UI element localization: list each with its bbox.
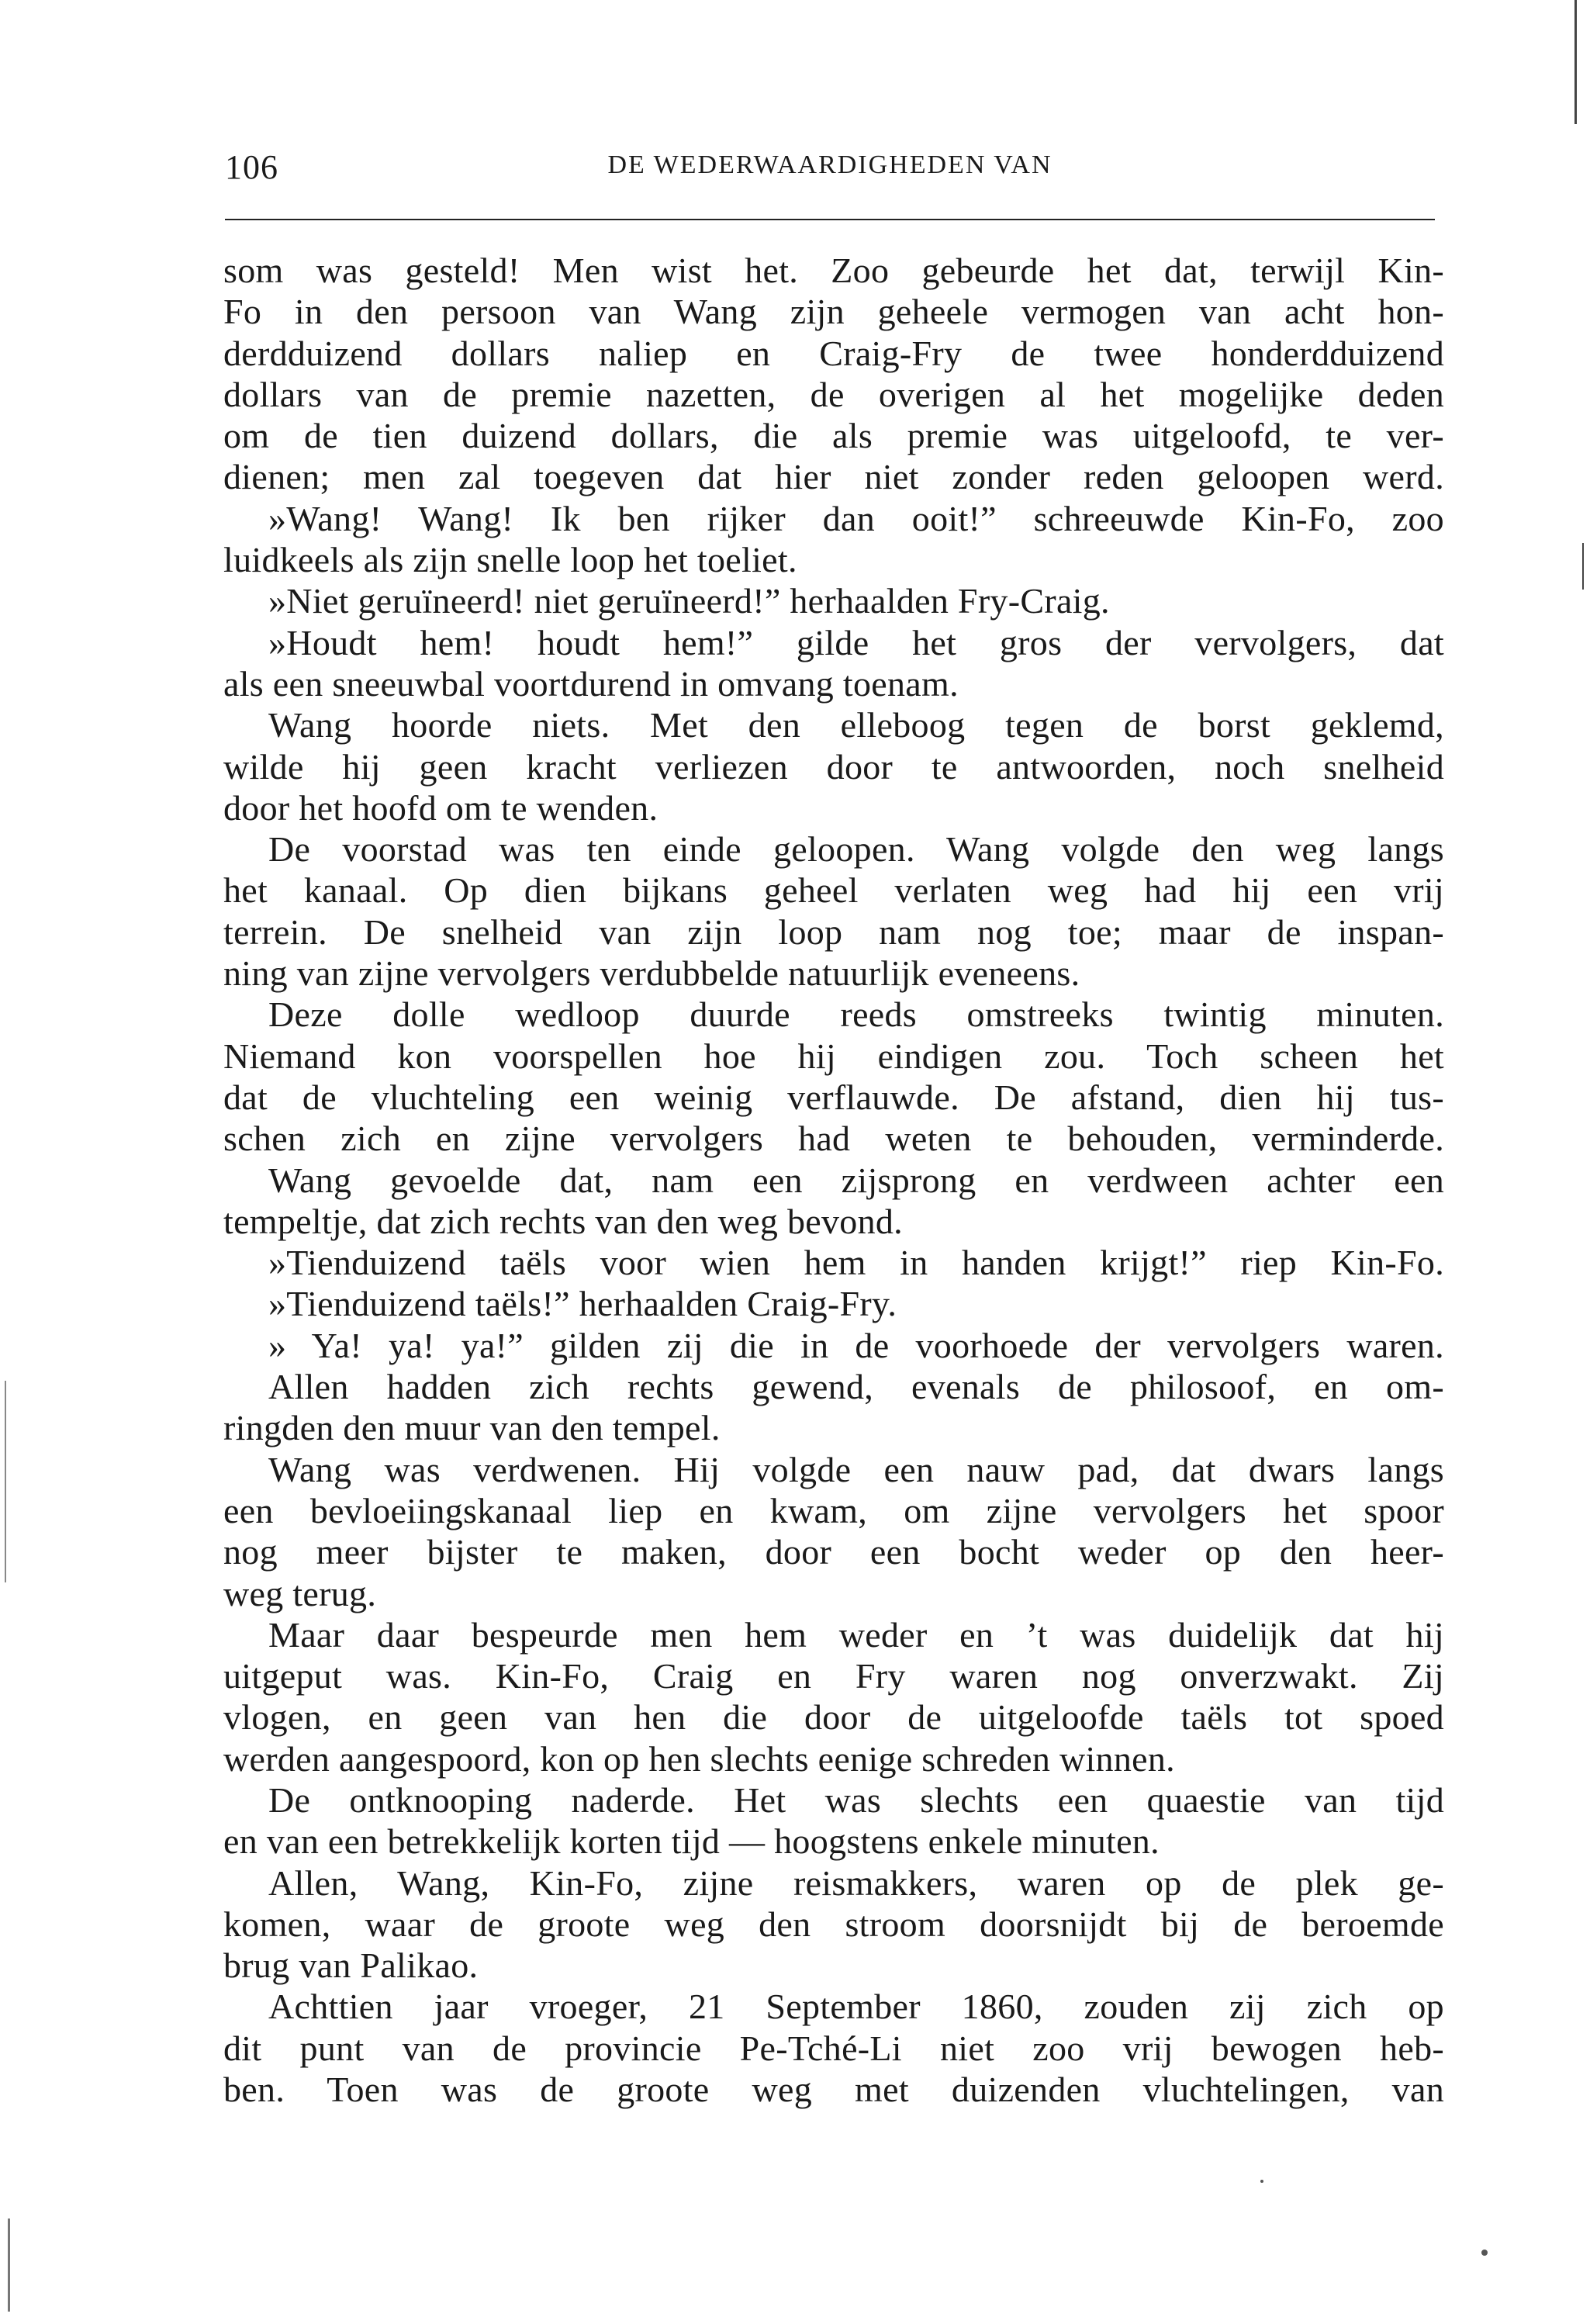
text-line: tempeltje, dat zich rechts van den weg bevond. bbox=[223, 1201, 903, 1241]
text-line: »Niet geruïneerd! niet geruïneerd!” herhaalden Fry-Craig. bbox=[268, 581, 1110, 621]
text-line: een bevloeiingskanaal liep en kwam, om zijne vervolgers het spoor bbox=[223, 1490, 1444, 1530]
left-edge-mark bbox=[8, 2219, 10, 2312]
text-line: Fo in den persoon van Wang zijn geheele vermogen van acht hon- bbox=[223, 292, 1444, 332]
text-line: terrein. De snelheid van zijn loop nam nog toe; maar de inspan- bbox=[223, 911, 1444, 952]
text-line: vlogen, en geen van hen die door de uitgeloofde taëls tot spoed bbox=[223, 1697, 1444, 1738]
running-title: DE WEDERWAARDIGHEDEN VAN bbox=[607, 150, 1053, 179]
text-line: Wang gevoelde dat, nam een zijsprong en verdween achter een bbox=[268, 1160, 1444, 1200]
text-line: als een sneeuwbal voortdurend in omvang toenam. bbox=[223, 663, 959, 704]
text-line: uitgeput was. Kin-Fo, Craig en Fry waren nog onverzwakt. Zij bbox=[223, 1656, 1444, 1696]
text-line: Allen hadden zich rechts gewend, evenals de philosoof, en om- bbox=[268, 1367, 1444, 1407]
text-line: ben. Toen was de groote weg met duizenden vluchtelingen, van bbox=[223, 2070, 1444, 2110]
text-line: Maar daar bespeurde men hem weder en ’t was duidelijk dat hij bbox=[268, 1614, 1444, 1655]
right-edge-mark bbox=[1574, 0, 1577, 124]
text-line: dollars van de premie nazetten, de overigen al het mogelijke deden bbox=[223, 374, 1444, 414]
text-line: ning van zijne vervolgers verdubbelde natuurlijk eveneens. bbox=[223, 953, 1080, 994]
text-line: derdduizend dollars naliep en Craig-Fry de twee honderdduizend bbox=[223, 333, 1444, 373]
text-line: Deze dolle wedloop duurde reeds omstreeks twintig minuten. bbox=[268, 994, 1444, 1035]
text-line: brug van Palikao. bbox=[223, 1945, 479, 1986]
text-line: dat de vluchteling een weinig verflauwde. De afstand, dien hij tus- bbox=[223, 1077, 1444, 1117]
text-line: »Tienduizend taëls!” herhaalden Craig-Fry. bbox=[268, 1284, 897, 1324]
body-text bbox=[223, 250, 1444, 2110]
text-line: »Wang! Wang! Ik ben rijker dan ooit!” schreeuwde Kin-Fo, zoo bbox=[268, 498, 1444, 538]
text-line: Wang was verdwenen. Hij volgde een nauw pad, dat dwars langs bbox=[268, 1449, 1444, 1489]
text-line: Niemand kon voorspellen hoe hij eindigen zou. Toch scheen het bbox=[223, 1036, 1444, 1076]
running-head bbox=[225, 147, 1435, 194]
text-line: weg terug. bbox=[223, 1573, 377, 1613]
ink-speck bbox=[1481, 2250, 1488, 2256]
header-rule bbox=[225, 219, 1435, 220]
text-line: schen zich en zijne vervolgers had weten te behouden, verminderde. bbox=[223, 1119, 1444, 1159]
text-line: Wang hoorde niets. Met den elleboog tegen de borst geklemd, bbox=[268, 705, 1444, 745]
text-line: het kanaal. Op dien bijkans geheel verlaten weg had hij een vrij bbox=[223, 870, 1444, 911]
text-line: »Tienduizend taëls voor wien hem in handen krijgt!” riep Kin-Fo. bbox=[268, 1243, 1444, 1283]
text-line: nog meer bijster te maken, door een bocht weder op den heer- bbox=[223, 1532, 1444, 1572]
text-line: werden aangespoord, kon op hen slechts eenige schreden winnen. bbox=[223, 1738, 1175, 1779]
text-line: om de tien duizend dollars, die als premie was uitgeloofd, te ver- bbox=[223, 416, 1444, 456]
right-edge-mark bbox=[1582, 543, 1584, 590]
left-edge-mark bbox=[5, 1381, 6, 1582]
text-line: luidkeels als zijn snelle loop het toeliet. bbox=[223, 540, 797, 580]
text-line: »Houdt hem! houdt hem!” gilde het gros der vervolgers, dat bbox=[268, 622, 1444, 662]
ink-speck bbox=[1260, 2180, 1263, 2183]
text-line: wilde hij geen kracht verliezen door te antwoorden, noch snelheid bbox=[223, 746, 1444, 787]
text-line: Achttien jaar vroeger, 21 September 1860, zouden zij zich op bbox=[268, 1987, 1444, 2027]
text-line: som was gesteld! Men wist het. Zoo gebeurde het dat, terwijl Kin- bbox=[223, 251, 1444, 290]
text-line: » Ya! ya! ya!” gilden zij die in de voorhoede der vervolgers waren. bbox=[268, 1325, 1444, 1365]
text-line: komen, waar de groote weg den stroom doorsnijdt bij de beroemde bbox=[223, 1904, 1444, 1944]
text-line: Allen, Wang, Kin-Fo, zijne reismakkers, waren op de plek ge- bbox=[268, 1862, 1444, 1903]
text-line: De ontknooping naderde. Het was slechts een quaestie van tijd bbox=[268, 1779, 1444, 1820]
text-line: door het hoofd om te wenden. bbox=[223, 787, 658, 828]
text-line: De voorstad was ten einde geloopen. Wang volgde den weg langs bbox=[268, 829, 1444, 870]
text-line: dienen; men zal toegeven dat hier niet zonder reden geloopen werd. bbox=[223, 457, 1444, 497]
text-line: ringden den muur van den tempel. bbox=[223, 1408, 721, 1448]
page-number: 106 bbox=[225, 148, 278, 186]
text-line: en van een betrekkelijk korten tijd — hoogstens enkele minuten. bbox=[223, 1821, 1160, 1862]
text-line: dit punt van de provincie Pe-Tché-Li niet zoo vrij bewogen heb- bbox=[223, 2028, 1444, 2068]
